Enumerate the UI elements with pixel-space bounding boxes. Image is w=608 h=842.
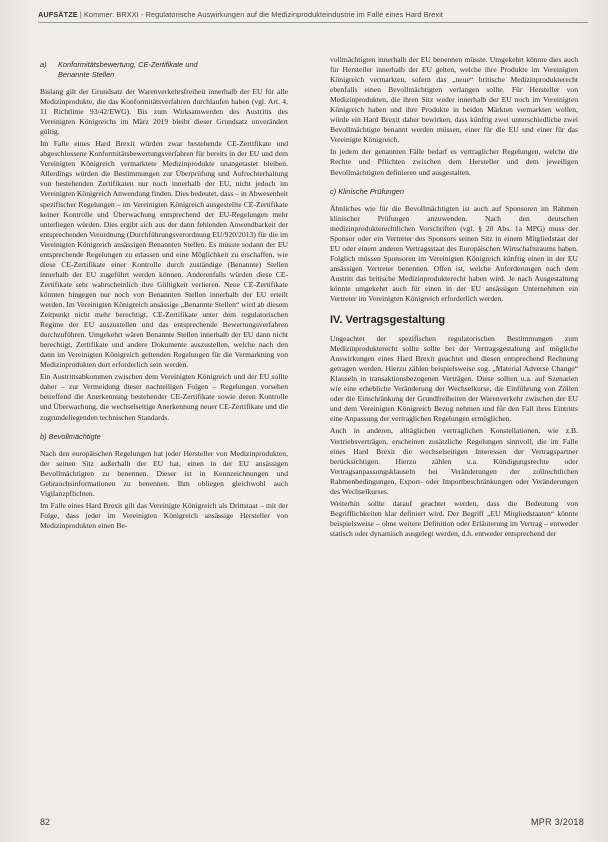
subheading-a-line1: Konformitätsbewertung, CE-Zertifikate und <box>58 60 198 69</box>
subheading-a-number: a) <box>40 60 47 69</box>
page-number: 82 <box>40 817 51 827</box>
subheading-c: c) Klinische Prüfungen <box>330 186 404 196</box>
paragraph: Ein Austrittsabkommen zwischen dem Vereinigten Königreich und der EU sollte daher – zur Vermeidung dieser nachteiligen Folgen – Regelungen vorsehen betreffend die Anerkennung bestehender CE-Zertifikate sowie deren Kontrolle und Überwachung, die wechselseitige Anerkennung neuer CE-Zertifikate und die zugrundeliegenden technischen Standards. <box>40 372 288 422</box>
paragraph: Weiterhin sollte darauf geachtet werden, dass die Bedeutung von Begrifflichkeiten klar definiert wird. Der Begriff „EU Mitgliedstaaten“ könnte beispielsweise – ohne weitere Definition oder Erläuterung im Vertrag – entweder statisch oder dynamisch ausgelegt werden, d.h. entweder entsprechend der <box>330 498 578 538</box>
subheading-b: b) Bevollmächtigte <box>40 431 101 441</box>
paragraph: Nach den europäischen Regelungen hat jeder Hersteller von Medizinprodukten, der seinen Sitz außerhalb der EU hat, einen in der EU ansässigen Bevollmächtigten zu benennen. Dieser ist in Kennzeichnungen und Gebrauchsinformationen zu benennen. Ihm obliegen gleichwohl auch Vigilanzpflichten. <box>40 448 288 498</box>
subheading-a <box>40 60 288 80</box>
paragraph: Im Falle eines Hard Brexit würden zwar bestehende CE-Zertifikate und abgeschlossene Konformitätsbewertungsverfahren für bereits in der EU und dem Vereinigten Königreich vermarktete Medizinprodukte unangetastet bleiben. Allerdings würden die Bestimmungen zur Überprüfung und Aufrechterhaltung von bestehenden Zertifikaten nur noch innerhalb der EU, nicht jedoch im Vereinigten Königreich Anwendung finden. Dies bedeutet, dass – in Abwesenheit spezifischer Regelungen – im Vereinigten Königreich ausgestellte CE-Zertifikate keiner Kontrolle und Überwachung entsprechend der EU-Regelungen mehr unterliegen würden. Dies ergibt sich aus der dann fehlenden Anwendbarkeit der entsprechenden Verordnung (Durchführungsverordnung EU/920/2013) für die im Vereinigten Königreich ansässigen Benannten Stellen. Es müsste sodann der EU entsprechende Regelungen zu erlassen und eine Möglichkeit zu erschaffen, wie diese CE-Zertifikate einer Kontrolle durch zuständige (Benannte) Stellen innerhalb der EU zugeführt werden können. Anderenfalls würden diese CE-Zertifikate sehr wahrscheinlich ihre Gültigkeit verlieren. Neue CE-Zertifikate könnten hingegen nur noch von Benannten Stellen innerhalb der EU erteilt werden. Im Vereinigten Königreich ansässige „Benannte Stellen“ wird ab diesem Zeitpunkt nicht mehr berechtigt, CE-Zertifikate unter dem regulatorischen Regime der EU auszustellen und das entsprechende Bewertungsverfahren durchzuführen. Umgekehrt wären Benannte Stellen innerhalb der EU dann nicht berechtigt, Zertifikate und andere Dokumente auszustellen, welche nach den dann im Vereinigten Königreich geltenden Regelungen für die Vermarktung von Medizinprodukten dort erforderlich sein werden. <box>40 139 288 370</box>
header-section: AUFSÄTZE <box>38 10 78 19</box>
paragraph: Ähnliches wie für die Bevollmächtigten ist auch auf Sponsoren im Rahmen klinischer Prüfungen anzuwenden. Nach den deutschen medizinprodukterechtlichen Vorschriften (vgl. § 20 Abs. 1a MPG) muss der Sponsor oder ein Vertreter des Sponsors seinen Sitz in einem Mitgliedstaat der EU oder einem anderen Vertragsstaat des Europäischen Wirtschaftsraums haben. Folglich müssen Sponsoren im Vereinigten Königreich künftig einen in der EU ansässigen Vertreter benennen. Offen ist, welche Anforderungen nach dem Austritt das britische Medizinprodukterecht haben wird. Je nach Ausgestaltung könnte umgekehrt auch für einen in der EU ansässigen Unternehmen ein Vertreter im Vereinigten Königreich erforderlich werden. <box>330 203 578 303</box>
section-heading: IV. Vertragsgestaltung <box>330 314 446 327</box>
paragraph: Bislang gilt der Grundsatz der Warenverkehrsfreiheit innerhalb der EU für alle Medizinprodukte, die das Konformitätsverfahren durchlaufen haben (vgl. Art. 4, 11 Richtlinie 93/42/EWG). Bis zum Wirksamwerden des Austritts des Vereinigten Königreichs im März 2019 bleibt dieser Grundsatz unverändert gültig. <box>40 87 288 137</box>
header-rule <box>38 22 588 23</box>
left-column <box>40 60 288 533</box>
running-header <box>38 10 588 19</box>
journal-reference: MPR 3/2018 <box>530 817 584 827</box>
right-column <box>330 55 578 541</box>
subheading-a-line2: Benannte Stellen <box>58 70 115 79</box>
paragraph: Ungeachtet der spezifischen regulatorischen Bestimmungen zum Medizinprodukterecht sollte sollte bei der Vertragsgestaltung auf mögliche Auswirkungen eines Hard Brexit geachtet und diesen entsprechend Rechnung getragen werden. Hierzu zählen beispielsweise sog. „Material Adverse Change“ Klauseln in transaktionsbezogenen Verträgen. Diese sollten u.a. auf Szenarien wie eine erhebliche Veränderung der Wechselkurse, die Einführung von Zöllen oder die Einschränkung der Grundfreiheiten der Warenverkehr zwischen der EU und dem Vereinigten Königreich Bezug nehmen und für den Fall ihres Eintritts eine Anpassung der vertraglichen Regelungen ermöglichen. <box>330 334 578 424</box>
paragraph: Im Falle eines Hard Brexit gilt das Vereinigte Königreich als Drittstaat – mit der Folge, dass jeder im Vereinigten Königreich ansässige Hersteller von Medizinprodukten einen Be- <box>40 500 288 530</box>
paragraph: vollmächtigten innerhalb der EU benennen müsste. Umgekehrt könnte dies auch für Hersteller innerhalb der EU gelten, welche ihre Produkte im Vereinigten Königreich vermarkten, sofern das „neue“ britische Medizinprodukterecht ebenfalls einen Bevollmächtigten verlangen sollte. Für Hersteller von Medizinprodukten, die ihren Sitz weder innerhalb der EU noch im Vereinigten Königreich haben und ihre Produkte in beiden Märkten vermarkten wollen, würde ein Hard Brexit daher bewirken, dass künftig zwei unterschiedliche zwei Bevollmächtigte benannt werden müssen, einer für die EU und einer für das Vereinigte Königreich. <box>330 55 578 145</box>
paragraph: Auch in anderen, alltäglichen vertraglichen Konstellationen, wie z.B. Vertriebsverträgen, erscheinen zusätzliche Regelungen sinnvoll, die im Falle eines Hard Brexit die wechselseitigen Interessen der Vertragspartner berücksichtigen. Hierzu zählen u.a. Kündigungsrechte oder Vertragsanpassungsklauseln bei Veränderungen der zollrechtlichen Rahmenbedingungen, Export- oder Importbeschränkungen oder Veränderungen des Wechselkurses. <box>330 426 578 496</box>
paragraph: In jedem der genannten Fälle bedarf es vertraglicher Regelungen, welche die Rechte und Pflichten zwischen dem Hersteller und dem jeweiligen Bevollmächtigten definieren und ausgestalten. <box>330 147 578 177</box>
header-title: | Kommer: BRXXI - Regulatorische Auswirkungen auf die Medizinprodukteindustrie im Falle eines Hard Brexit <box>77 10 444 19</box>
